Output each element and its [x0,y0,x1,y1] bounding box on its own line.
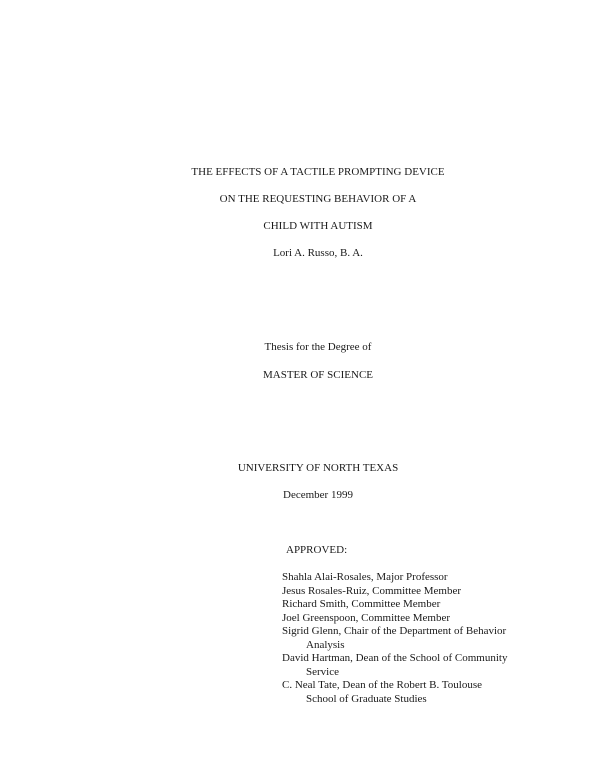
committee-member [282,571,507,585]
committee-member-continuation: School of Graduate Studies [306,692,427,705]
committee-member-line: Richard Smith, Committee Member [282,598,441,610]
committee-member [282,679,507,706]
committee-member-continuation: Analysis [306,638,345,651]
committee-member-line: Sigrid Glenn, Chair of the Department of Behavior [282,625,507,637]
approved-label: APPROVED: [286,544,348,556]
title-line-2: ON THE REQUESTING BEHAVIOR OF A [219,193,417,205]
submission-date: December 1999 [283,489,353,501]
university-name: UNIVERSITY OF NORTH TEXAS [237,462,399,474]
committee-member [282,585,507,599]
committee-member-line: Joel Greenspoon, Committee Member [282,611,451,624]
committee-list [282,571,507,706]
committee-member-continuation: Service [306,665,339,678]
degree-name: MASTER OF SCIENCE [262,369,374,381]
committee-member [282,612,507,626]
committee-member-line: Shahla Alai-Rosales, Major Professor [282,571,448,583]
committee-member [282,652,507,679]
title-line-1: THE EFFECTS OF A TACTILE PROMPTING DEVICE [191,166,445,178]
title-line-3: CHILD WITH AUTISM [263,220,373,232]
degree-intro: Thesis for the Degree of [264,341,372,353]
author-name: Lori A. Russo, B. A. [273,247,363,259]
committee-member-line: Jesus Rosales-Ruiz, Committee Member [282,584,462,597]
committee-member [282,598,507,612]
committee-member-line: C. Neal Tate, Dean of the Robert B. Toulouse [282,679,482,691]
committee-member [282,625,507,652]
committee-member-line: David Hartman, Dean of the School of Community [282,652,508,664]
